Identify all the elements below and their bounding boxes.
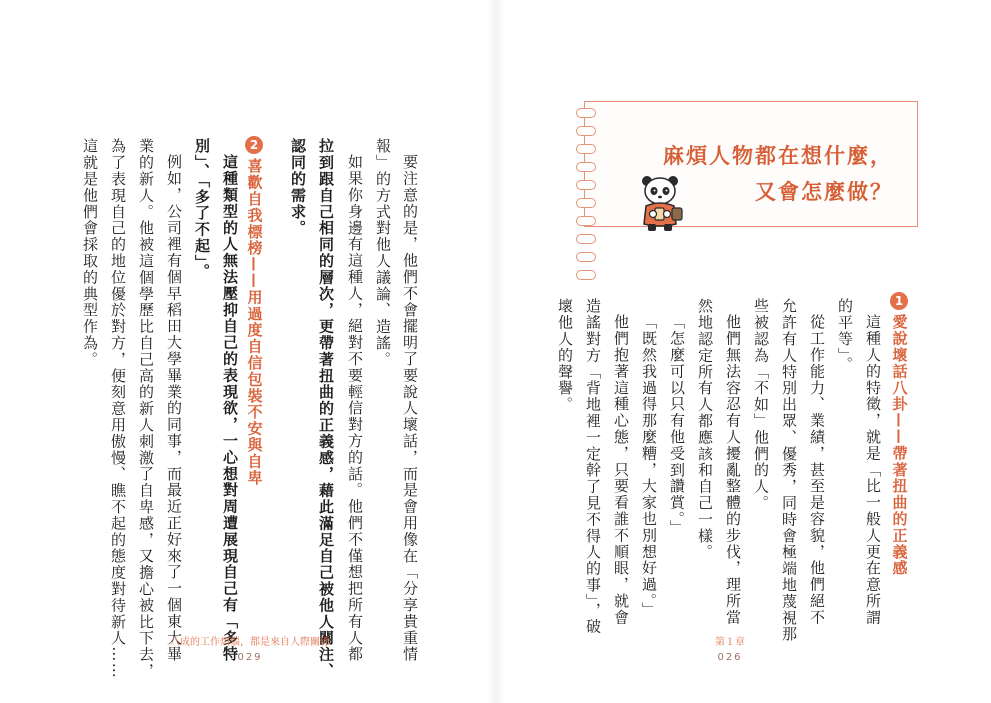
panda-mascot-icon	[633, 172, 689, 234]
right-line-11: 造謠對方「背地裡一定幹了見不得人的事」，破	[584, 298, 602, 635]
left-line-4: 拉到跟自己相同的層次，更帶著扭曲的正義感，藉此滿足自己被他人關注、	[317, 138, 335, 680]
section-number-badge: 2	[245, 136, 263, 154]
page-number: 026	[717, 652, 743, 663]
book-title-footer: 八成的工作煩惱，都是來自人際關係	[170, 637, 330, 648]
left-section-heading	[245, 136, 263, 486]
right-line-6: 他們無法容忍有人擾亂整體的步伐，理所當	[724, 314, 742, 626]
left-page	[0, 0, 495, 703]
section-heading-text: 喜歡自我標榜——用過度自信包裝不安與自卑	[245, 158, 264, 486]
right-line-4: 允許有人特別出眾、優秀，同時會極端地蔑視那	[780, 298, 798, 643]
right-line-8: 「怎麼可以只有他受到讚賞。」	[668, 314, 686, 537]
left-line-3: 如果你身邊有這種人，絕對不要輕信對方的話。他們不僅想把所有人都	[346, 154, 364, 663]
left-line-7: 別」、「多了不起」。	[193, 138, 211, 280]
left-line-2: 報」的方式對他人議論、造謠。	[374, 138, 392, 368]
chapter-label-footer: 第１章	[715, 637, 745, 648]
notebook-spiral	[576, 108, 594, 280]
right-line-3: 從工作能力、業績，甚至是容貌，他們絕不	[808, 314, 826, 626]
right-line-1: 這種人的特徵，就是「比一般人更在意所謂	[864, 314, 882, 626]
left-line-6: 這種類型的人無法壓抑自己的表現欲，一心想對周遭展現自己有「多特	[221, 154, 239, 663]
right-line-2: 的平等」。	[836, 298, 854, 373]
title-line-1: 麻煩人物都在想什麼，	[663, 143, 893, 168]
right-footer	[700, 633, 760, 663]
section-number-badge: 1	[890, 292, 908, 310]
left-line-10: 為了表現自己的地位優於對方，便刻意用傲慢、瞧不起的態度對待新人……	[109, 138, 127, 680]
title-line-2: 又會怎麼做？	[755, 179, 893, 204]
right-section-heading	[890, 292, 908, 576]
right-line-9: 「既然我過得那麼糟，大家也別想好過。」	[640, 314, 658, 619]
book-gutter	[488, 0, 504, 703]
page-number: 029	[237, 652, 263, 663]
left-line-11: 這就是他們會採取的典型作為。	[81, 138, 99, 368]
left-line-9: 業的新人。他被這個學歷比自己高的新人刺激了自卑感，又擔心被比下去，	[137, 138, 155, 680]
left-footer	[170, 633, 330, 663]
left-line-1: 要注意的是，他們不會擺明了要說人壞話，而是會用像在「分享貴重情	[401, 154, 419, 663]
right-line-5: 些被認為「不如」他們的人。	[752, 298, 770, 512]
section-heading-text: 愛說壞話八卦——帶著扭曲的正義感	[890, 314, 909, 577]
left-line-5: 認同的需求。	[289, 138, 307, 237]
right-line-7: 然地認定所有人都應該和自己一樣。	[696, 298, 714, 561]
left-line-8: 例如，公司裡有個早稻田大學畢業的同事，而最近正好來了一個東大畢	[165, 154, 183, 663]
right-line-12: 壞他人的聲譽。	[556, 298, 574, 413]
right-line-10: 他們抱著這種心態，只要看誰不順眼，就會	[612, 314, 630, 626]
